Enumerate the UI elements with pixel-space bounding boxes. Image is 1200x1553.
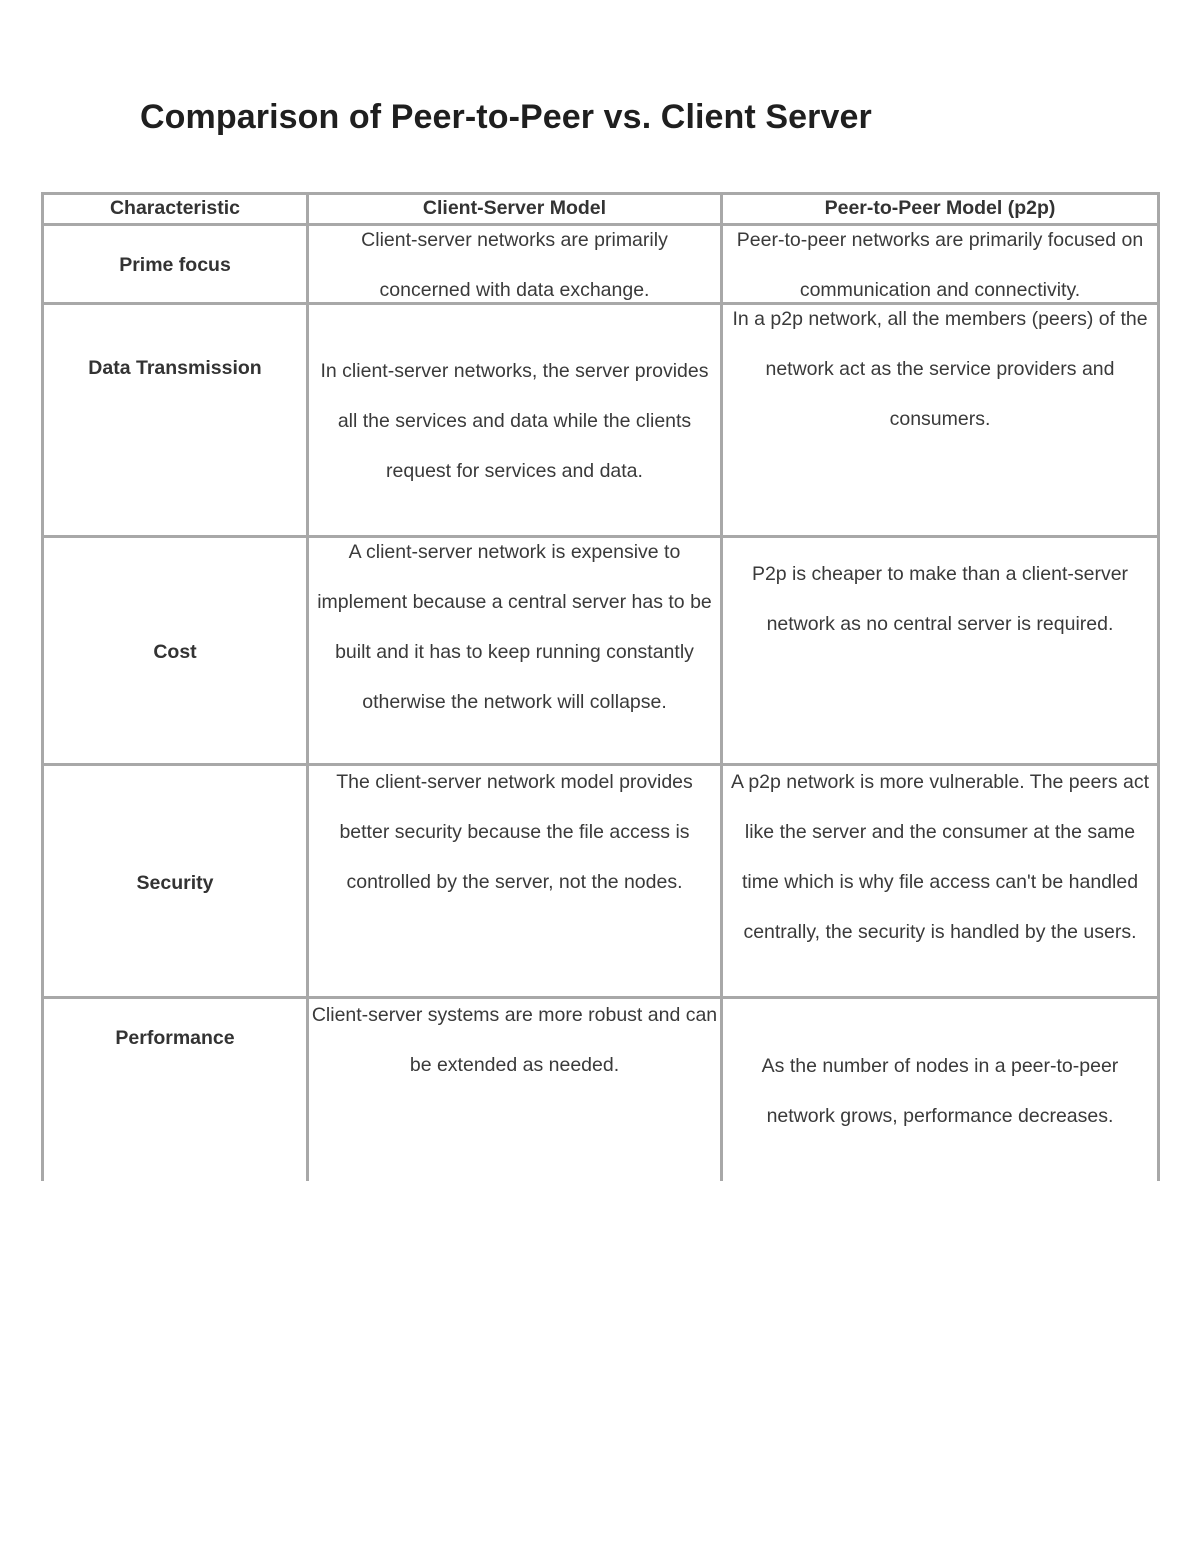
table-row — [44, 766, 1157, 999]
table-row — [44, 305, 1157, 538]
cell-client-server: In client-server networks, the server provides all the services and data while the clients request for services and data. — [309, 305, 723, 535]
page-title: Comparison of Peer-to-Peer vs. Client Server — [140, 98, 872, 136]
cell-client-server: A client-server network is expensive to implement because a central server has to be built and it has to keep running constantly otherwise the network will collapse. — [309, 527, 723, 763]
row-label-performance: Performance — [44, 999, 309, 1181]
header-client-server: Client-Server Model — [309, 195, 723, 223]
cell-client-server: Client-server systems are more robust and can be extended as needed. — [309, 990, 723, 1181]
header-characteristic: Characteristic — [44, 195, 309, 223]
cell-p2p: Peer-to-peer networks are primarily focused on communication and connectivity. — [736, 229, 1144, 301]
header-p2p: Peer-to-Peer Model (p2p) — [824, 197, 1056, 219]
row-label-prime-focus: Prime focus — [44, 226, 309, 302]
table-row — [44, 999, 1157, 1181]
row-label-security: Security — [44, 766, 309, 996]
cell-p2p: A p2p network is more vulnerable. The peers act like the server and the consumer at the same time which is why file access can't be handled centrally, the security is handled by the users. — [730, 771, 1150, 943]
cell-client-server: The client-server network model provides better security because the file access is controlled by the server, not the nodes. — [309, 757, 723, 996]
row-label-cost: Cost — [44, 538, 309, 763]
cell-p2p: In a p2p network, all the members (peers) of the network act as the service providers and consumers. — [732, 308, 1148, 430]
comparison-table — [41, 192, 1160, 1181]
cell-p2p: P2p is cheaper to make than a client-server network as no central server is required. — [751, 563, 1129, 635]
row-label-data-transmission: Data Transmission — [44, 305, 309, 535]
table-row — [44, 538, 1157, 766]
cell-p2p: As the number of nodes in a peer-to-peer network grows, performance decreases. — [761, 1055, 1119, 1127]
cell-client-server: Client-server networks are primarily concerned with data exchange. — [309, 215, 723, 302]
